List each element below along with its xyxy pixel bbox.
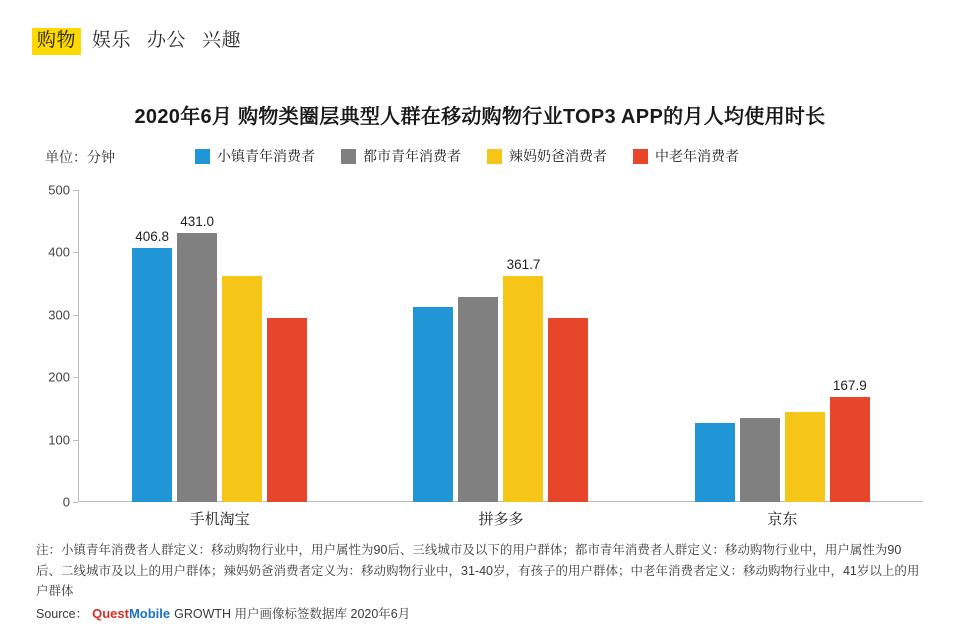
y-tick-label: 400 (48, 244, 70, 260)
legend-item (633, 146, 739, 166)
bar-wrapper (458, 190, 498, 502)
source-suffix: GROWTH 用户画像标签数据库 2020年6月 (174, 607, 411, 621)
bar-value-label: 167.9 (832, 378, 867, 394)
bar-wrapper (695, 190, 735, 502)
y-tick-label: 300 (48, 307, 70, 323)
legend-label: 中老年消费者 (655, 148, 739, 164)
bar[interactable] (458, 297, 498, 502)
bar-wrapper (548, 190, 588, 502)
bar[interactable] (740, 418, 780, 502)
bar[interactable] (548, 318, 588, 502)
bar-wrapper (503, 190, 543, 502)
bar[interactable] (132, 248, 172, 502)
x-axis-label: 手机淘宝 (189, 511, 250, 528)
tab-entertainment[interactable]: 娱乐 (92, 30, 132, 51)
tab-shopping[interactable]: 购物 (32, 28, 81, 55)
bar[interactable] (503, 276, 543, 502)
questmobile-logo (92, 606, 170, 621)
y-tick-label: 200 (48, 369, 70, 385)
y-tick-label: 500 (48, 182, 70, 198)
x-axis-label: 拼多多 (478, 511, 524, 528)
x-axis-label: 京东 (767, 511, 798, 528)
bar[interactable] (267, 318, 307, 502)
legend-swatch-urban-youth (341, 149, 356, 164)
bar-wrapper (132, 190, 172, 502)
y-tick-label: 100 (48, 432, 70, 448)
bar-value-label: 431.0 (180, 214, 215, 230)
bar[interactable] (222, 276, 262, 503)
chart-legend (195, 146, 739, 166)
bar-value-label: 361.7 (506, 257, 541, 273)
bar[interactable] (785, 412, 825, 502)
legend-item (341, 146, 461, 166)
y-tick-mark (73, 377, 78, 378)
legend-swatch-small-town-youth (195, 149, 210, 164)
bar-groups (79, 190, 923, 528)
y-tick-mark (73, 315, 78, 316)
brand-mobile: Mobile (128, 606, 171, 621)
bar[interactable] (830, 397, 870, 502)
y-tick-mark (73, 502, 78, 503)
bar-group (360, 190, 641, 528)
bar-wrapper (222, 190, 262, 502)
tab-interest[interactable]: 兴趣 (202, 30, 242, 51)
bar-value-label: 406.8 (135, 229, 170, 245)
legend-swatch-parents (487, 149, 502, 164)
legend-label: 都市青年消费者 (363, 148, 461, 164)
source-line (36, 604, 410, 622)
bar-group (79, 190, 360, 528)
legend-item (195, 146, 315, 166)
y-tick-mark (73, 190, 78, 191)
unit-label: 单位：分钟 (45, 149, 115, 165)
source-prefix: Source： (36, 607, 89, 621)
bar-wrapper (413, 190, 453, 502)
legend-item (487, 146, 607, 166)
footnote: 注：小镇青年消费者人群定义：移动购物行业中，用户属性为90后、三线城市及以下的用户群体；都市青年消费者人群定义：移动购物行业中，用户属性为90后、二线城市及以上的用户群体；辣妈奶爸消费者定义为：移动购物行业中，31-40岁，有孩子的用户群体；中老年消费者定义：移动购物行业中，41岁以上的用户群体 (36, 543, 920, 599)
brand-quest: Quest (92, 606, 129, 621)
category-tabs[interactable] (32, 28, 246, 55)
bar-wrapper (177, 190, 217, 502)
legend-swatch-middle-aged (633, 149, 648, 164)
bar-wrapper (740, 190, 780, 502)
y-tick-mark (73, 252, 78, 253)
bar[interactable] (695, 423, 735, 502)
bar-group (642, 190, 923, 528)
page-title: 2020年6月 购物类圈层典型人群在移动购物行业TOP3 APP的月人均使用时长 (134, 106, 826, 128)
legend-label: 辣妈奶爸消费者 (509, 148, 607, 164)
bar-wrapper (830, 190, 870, 502)
y-tick-label: 0 (62, 494, 70, 510)
bar-wrapper (785, 190, 825, 502)
bar-wrapper (267, 190, 307, 502)
plot-area (48, 182, 923, 528)
y-tick-mark (73, 440, 78, 441)
bar[interactable] (413, 307, 453, 502)
bar[interactable] (177, 233, 217, 502)
legend-label: 小镇青年消费者 (217, 148, 315, 164)
tab-office[interactable]: 办公 (147, 30, 187, 51)
